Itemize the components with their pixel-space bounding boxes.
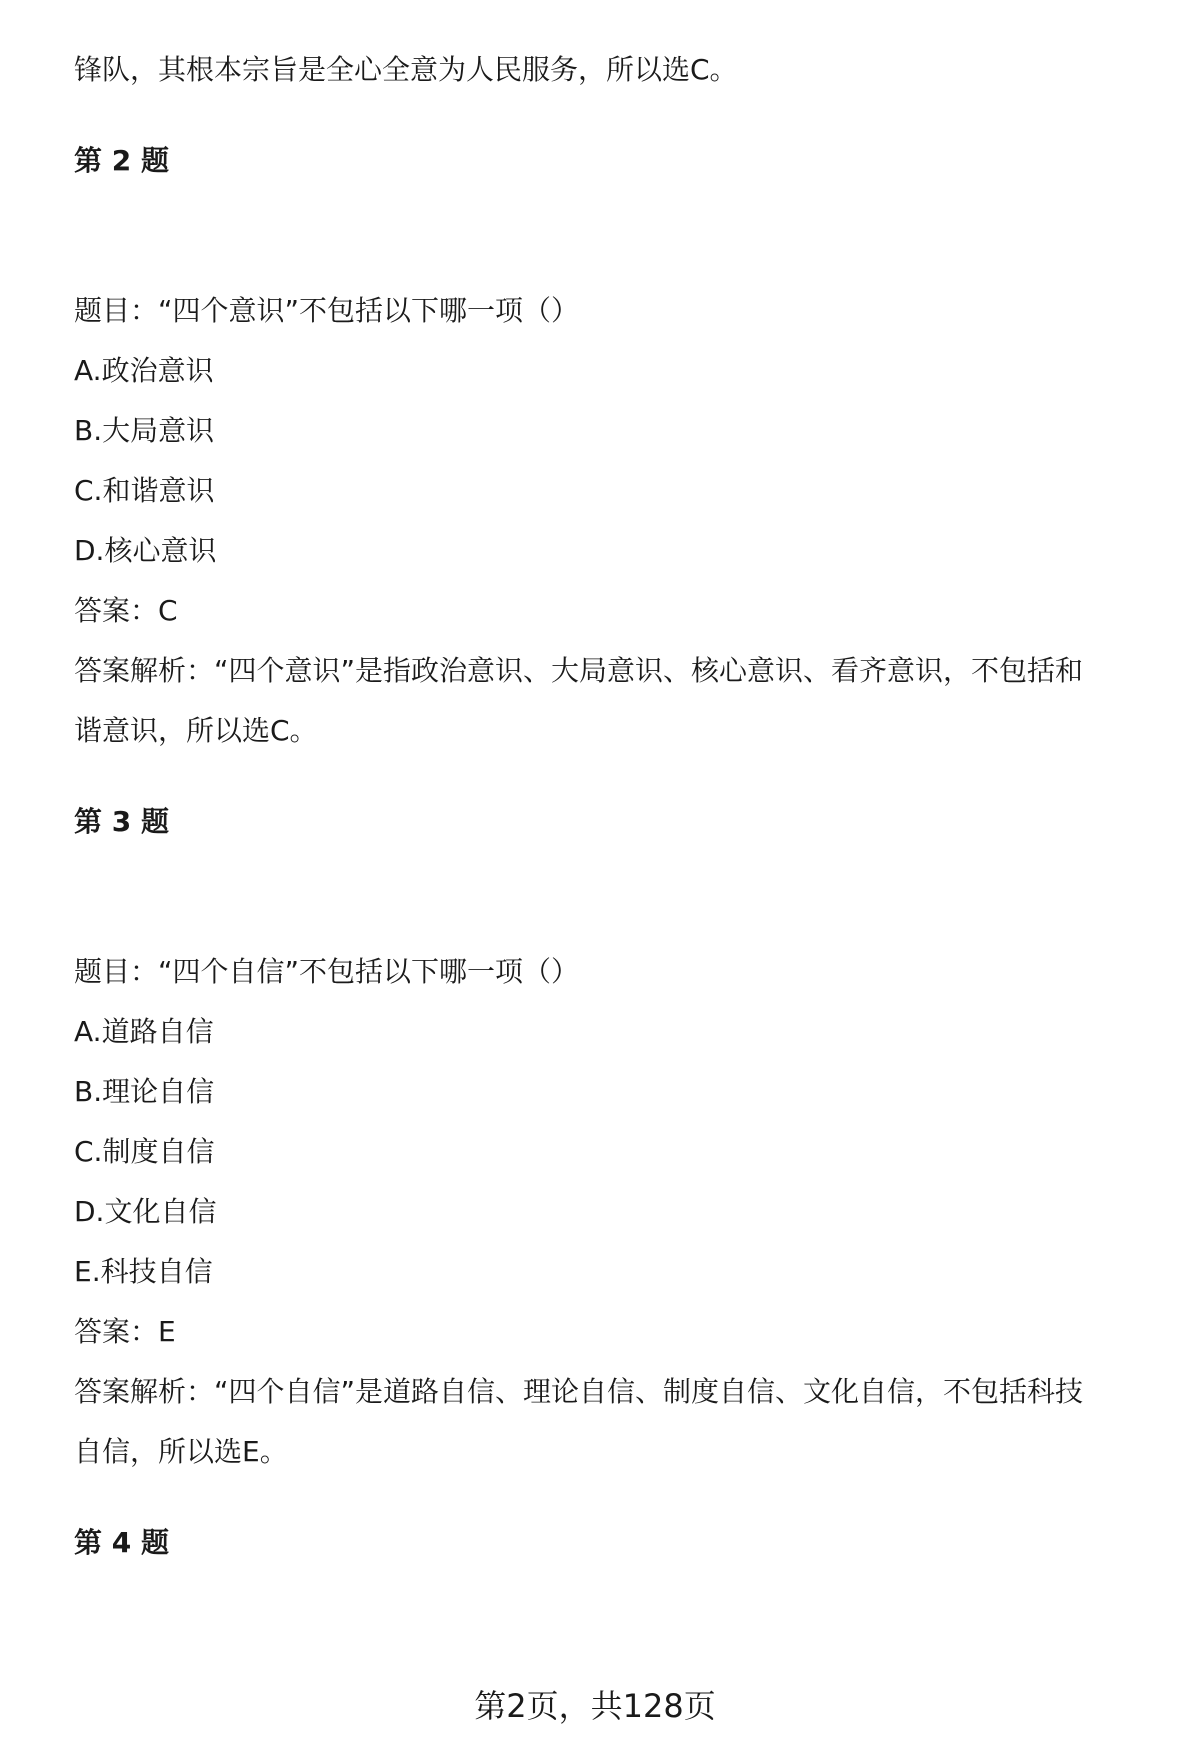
question-3-option-b: B.理论自信 <box>74 1075 215 1108</box>
question-2-option-d: D.核心意识 <box>74 534 217 567</box>
question-2-option-b: B.大局意识 <box>74 414 215 447</box>
question-3-analysis-line-2: 自信，所以选E。 <box>74 1435 288 1468</box>
question-3-option-c: C.制度自信 <box>74 1135 215 1168</box>
question-2-prompt: 题目：“四个意识”不包括以下哪一项（） <box>74 294 580 327</box>
question-2-option-c: C.和谐意识 <box>74 474 215 507</box>
question-3-analysis-line-1: 答案解析：“四个自信”是道路自信、理论自信、制度自信、文化自信，不包括科技 <box>74 1375 1084 1408</box>
question-2-answer: 答案：C <box>74 594 178 627</box>
question-3-prompt: 题目：“四个自信”不包括以下哪一项（） <box>74 955 580 988</box>
question-4-heading: 第 4 题 <box>74 1526 169 1559</box>
question-3-option-d: D.文化自信 <box>74 1195 217 1228</box>
question-2-option-a: A.政治意识 <box>74 354 214 387</box>
question-3-heading: 第 3 题 <box>74 805 169 838</box>
page-number-footer: 第2页，共128页 <box>474 1687 716 1725</box>
question-2-analysis-line-2: 谐意识，所以选C。 <box>74 714 318 747</box>
previous-answer-fragment: 锋队，其根本宗旨是全心全意为人民服务，所以选C。 <box>74 53 738 86</box>
question-3-option-a: A.道路自信 <box>74 1015 214 1048</box>
question-3-answer: 答案：E <box>74 1315 176 1348</box>
question-2-analysis-line-1: 答案解析：“四个意识”是指政治意识、大局意识、核心意识、看齐意识，不包括和 <box>74 654 1084 687</box>
question-2-heading: 第 2 题 <box>74 144 169 177</box>
question-3-option-e: E.科技自信 <box>74 1255 213 1288</box>
